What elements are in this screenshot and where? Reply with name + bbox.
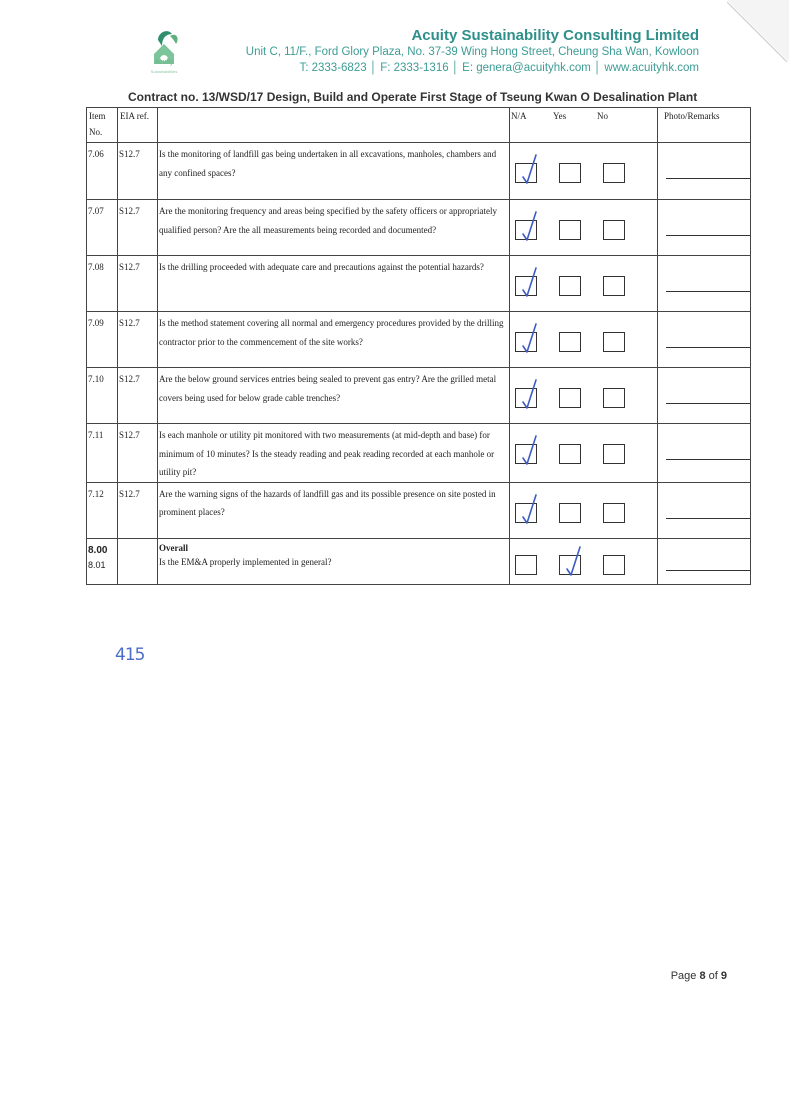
no-checkbox[interactable] [603,388,625,408]
page-number: Page 8 of 9 [670,970,727,982]
no-checkbox[interactable] [603,555,625,575]
remarks-line[interactable] [666,347,750,348]
answer-cell [510,482,658,538]
handwritten-page-number: 415 [115,645,145,665]
na-checkbox[interactable] [515,555,537,575]
eia-reference: S12.7 [118,368,158,424]
na-checkbox[interactable] [515,332,537,352]
table-row [87,312,751,368]
yes-checkbox[interactable] [559,555,581,575]
no-checkbox[interactable] [603,444,625,464]
item-number: 7.09 [87,312,118,368]
table-row [87,256,751,312]
header-item-no: Item No. [87,108,118,143]
remarks-cell [658,538,751,584]
answer-cell [510,424,658,483]
checklist-question: Is the EM&A properly implemented in general? [159,556,332,567]
subitem-number: 8.01 [88,559,106,570]
item-number: 7.10 [87,368,118,424]
table-row [87,424,751,483]
company-name: Acuity Sustainability Consulting Limited [411,27,699,44]
company-contact: T: 2333-6823 │ F: 2333-1316 │ E: genera@acuityhk.com │ www.acuityhk.com [299,62,699,74]
remarks-cell [658,368,751,424]
item-number: 7.08 [87,256,118,312]
answer-cell [510,200,658,256]
remarks-line[interactable] [666,178,750,179]
checklist-question: Are the monitoring frequency and areas being specified by the safety officers or appropriately qualified person? Are the all measurements being recorded and documented? [158,200,510,256]
remarks-cell [658,482,751,538]
na-checkbox[interactable] [515,276,537,296]
page-corner-fold [727,0,789,62]
eia-reference [118,538,158,584]
header-remarks: Photo/Remarks [658,108,751,143]
eia-reference: S12.7 [118,482,158,538]
company-address: Unit C, 11/F., Ford Glory Plaza, No. 37-39 Wing Hong Street, Cheung Sha Wan, Kowloon [245,46,699,58]
table-row [87,143,751,200]
no-checkbox[interactable] [603,163,625,183]
answer-cell [510,143,658,200]
checklist-table [86,107,751,585]
remarks-cell [658,143,751,200]
table-row-overall [87,538,751,584]
header-yes: Yes [553,111,567,121]
answer-cell [510,368,658,424]
no-checkbox[interactable] [603,220,625,240]
yes-checkbox[interactable] [559,388,581,408]
answer-cell [510,538,658,584]
na-checkbox[interactable] [515,444,537,464]
no-checkbox[interactable] [603,276,625,296]
yes-checkbox[interactable] [559,444,581,464]
header-answer-columns [510,108,658,143]
section-number: 8.00 [88,544,108,556]
no-checkbox[interactable] [603,332,625,352]
checklist-question: Is the monitoring of landfill gas being undertaken in all excavations, manholes, chambers and any confined spaces? [158,143,510,200]
checklist-question: Is the drilling proceeded with adequate care and precautions against the potential hazards? [158,256,510,312]
item-number: 7.11 [87,424,118,483]
remarks-line[interactable] [666,570,750,571]
answer-cell [510,312,658,368]
yes-checkbox[interactable] [559,276,581,296]
na-checkbox[interactable] [515,503,537,523]
item-number: 7.07 [87,200,118,256]
remarks-cell [658,256,751,312]
header-eia-ref: EIA ref. [118,108,158,143]
yes-checkbox[interactable] [559,332,581,352]
section-item-number [87,538,118,584]
answer-cell [510,256,658,312]
yes-checkbox[interactable] [559,163,581,183]
checklist-question: Is each manhole or utility pit monitored with two measurements (at mid-depth and base) for minimum of 10 minutes? Is the steady reading and peak reading recorded at each manhole or utility pit? [158,424,510,483]
header-question [158,108,510,143]
na-checkbox[interactable] [515,163,537,183]
yes-checkbox[interactable] [559,503,581,523]
section-title: Overall [159,542,188,553]
remarks-line[interactable] [666,291,750,292]
no-checkbox[interactable] [603,503,625,523]
remarks-cell [658,200,751,256]
table-row [87,482,751,538]
eia-reference: S12.7 [118,256,158,312]
remarks-cell [658,424,751,483]
contract-title: Contract no. 13/WSD/17 Design, Build and Operate First Stage of Tseung Kwan O Desalination Plant [128,90,698,104]
na-checkbox[interactable] [515,220,537,240]
checklist-question: Is the method statement covering all normal and emergency procedures provided by the drilling contractor prior to the commencement of the site works? [158,312,510,368]
eia-reference: S12.7 [118,312,158,368]
table-header-row [87,108,751,143]
table-row [87,368,751,424]
checklist-question: Are the below ground services entries being sealed to prevent gas entry? Are the grilled metal covers being used for below grade cable trenches? [158,368,510,424]
remarks-line[interactable] [666,459,750,460]
remarks-line[interactable] [666,235,750,236]
overall-question [158,538,510,584]
header-no: No [597,111,608,121]
remarks-line[interactable] [666,403,750,404]
eia-reference: S12.7 [118,424,158,483]
item-number: 7.06 [87,143,118,200]
remarks-line[interactable] [666,518,750,519]
logo-text: Acuity Sustainabilities [150,59,178,74]
yes-checkbox[interactable] [559,220,581,240]
table-row [87,200,751,256]
item-number: 7.12 [87,482,118,538]
header-na: N/A [511,111,527,121]
remarks-cell [658,312,751,368]
eia-reference: S12.7 [118,143,158,200]
eia-reference: S12.7 [118,200,158,256]
na-checkbox[interactable] [515,388,537,408]
checklist-question: Are the warning signs of the hazards of landfill gas and its possible presence on site posted in prominent places? [158,482,510,538]
